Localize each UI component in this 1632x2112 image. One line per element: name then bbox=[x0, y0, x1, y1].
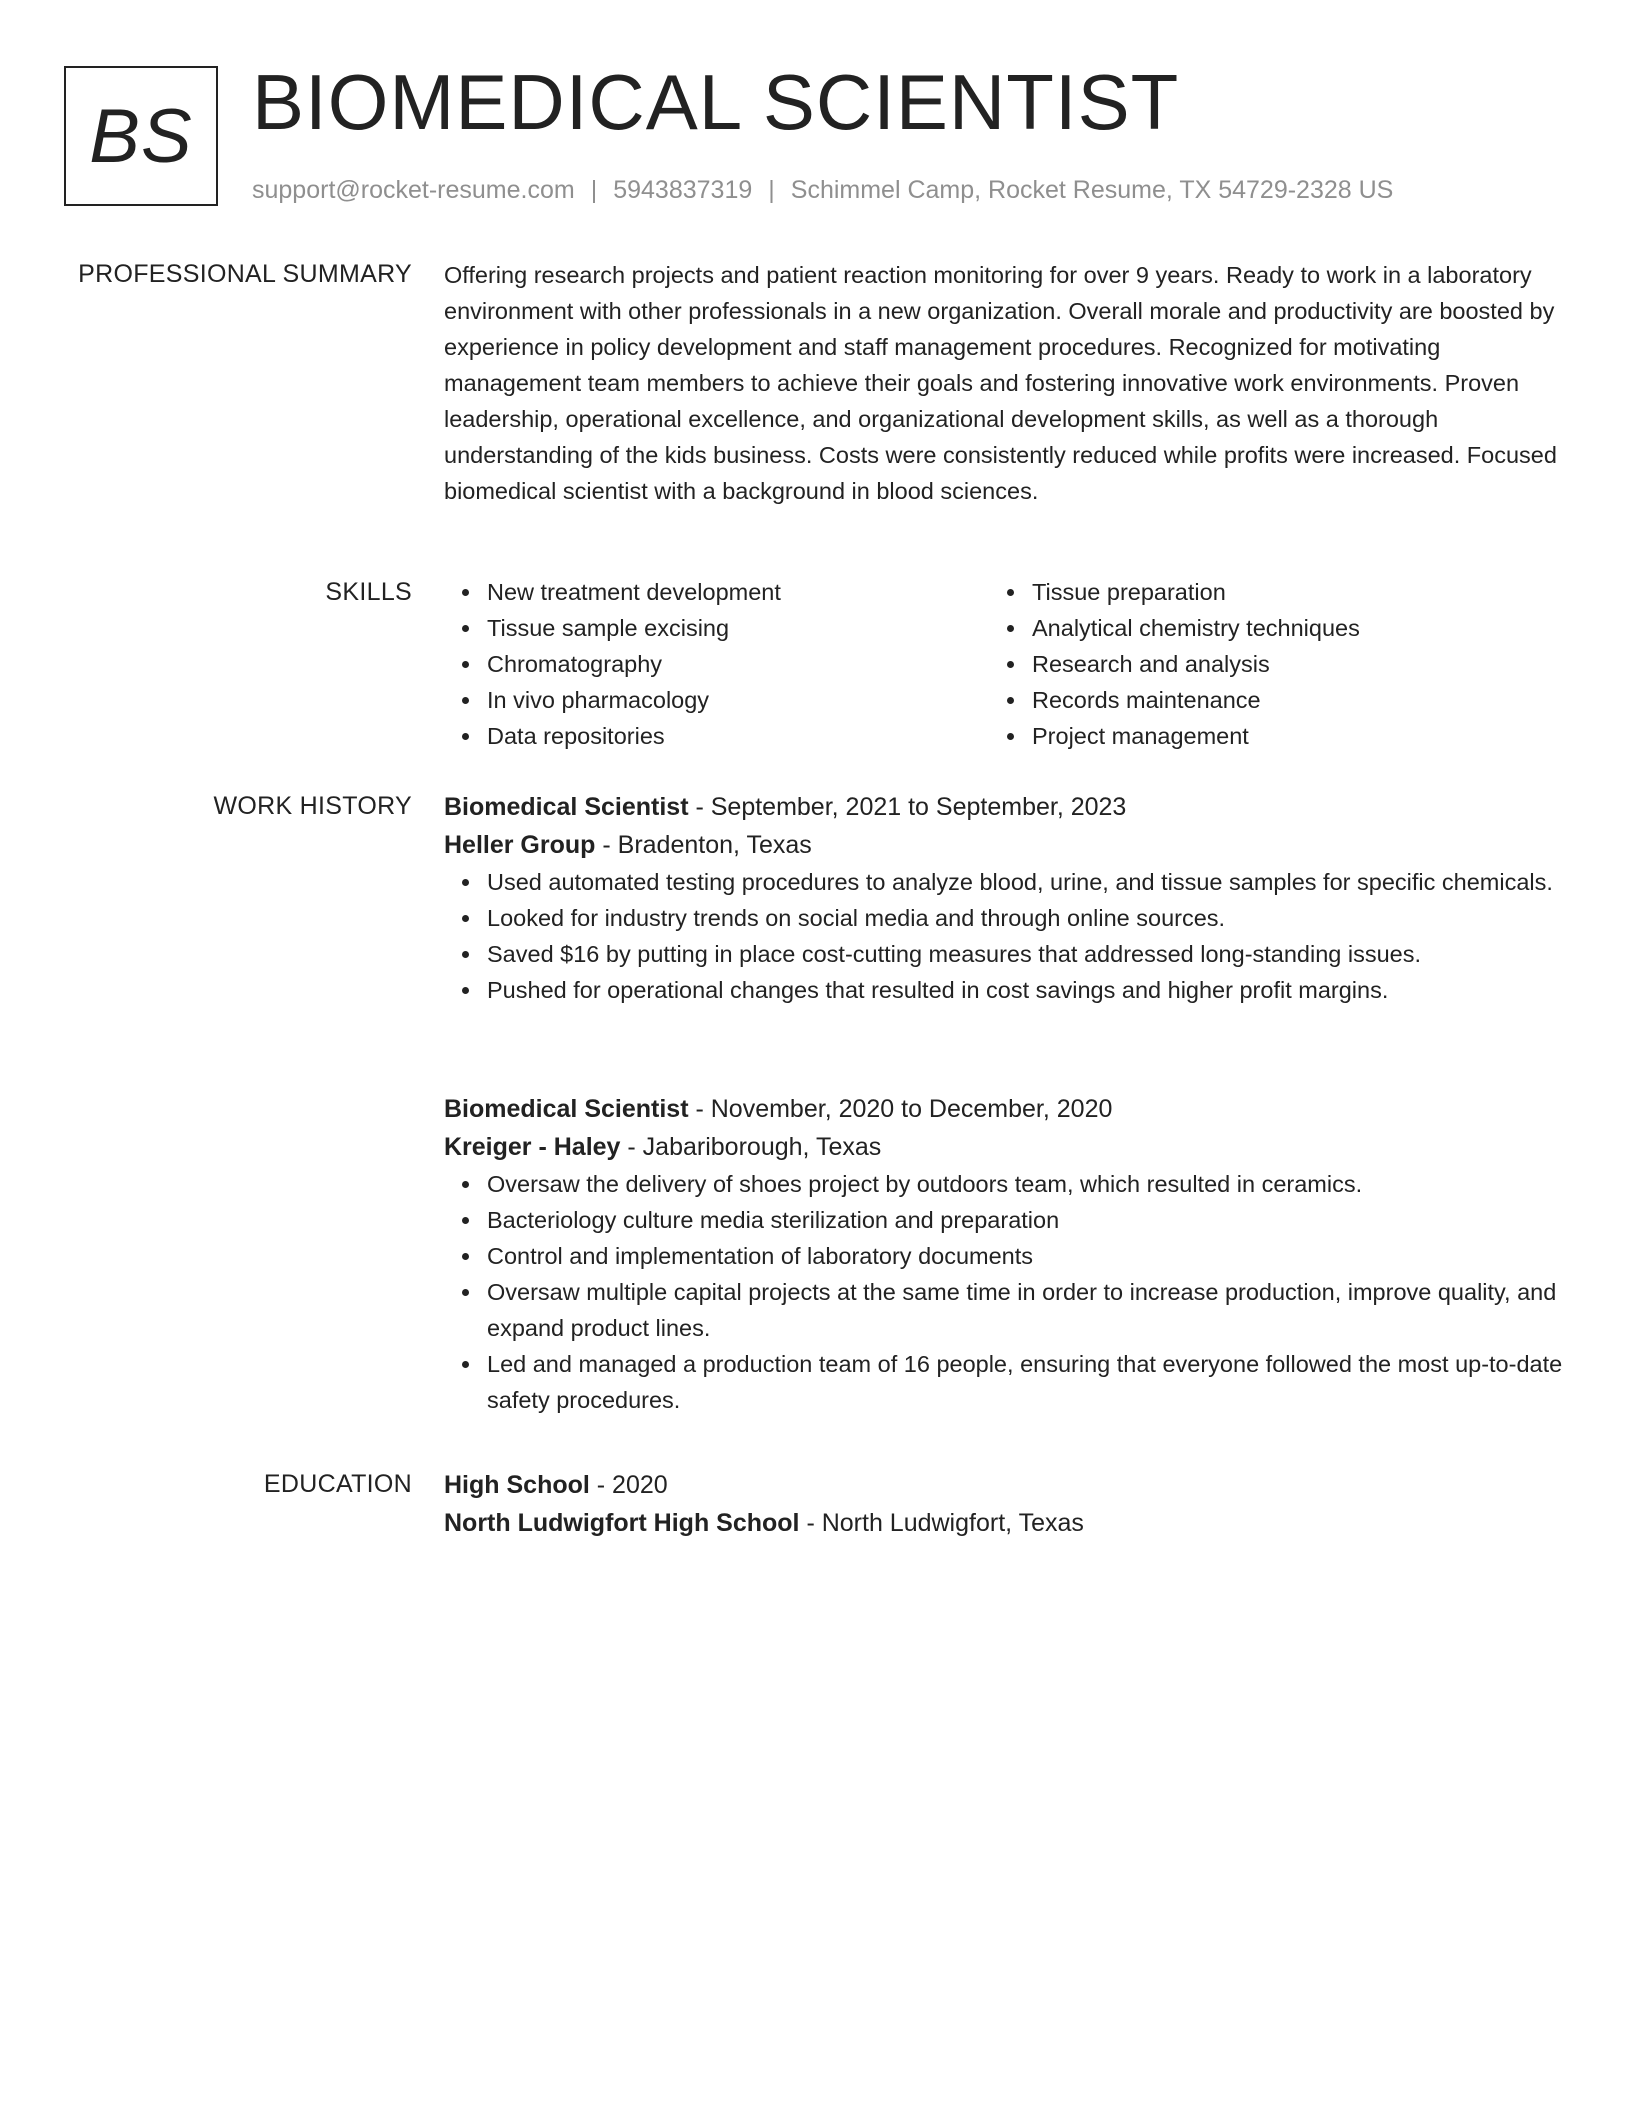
skills-grid bbox=[444, 574, 1564, 754]
education-school: North Ludwigfort High School bbox=[444, 1509, 800, 1537]
job-company-line bbox=[444, 826, 1564, 864]
monogram-badge: BS bbox=[64, 66, 218, 206]
job-company-line bbox=[444, 1128, 1564, 1166]
job-entry bbox=[444, 1090, 1564, 1418]
job-location: - Bradenton, Texas bbox=[595, 831, 812, 859]
education-degree: High School bbox=[444, 1471, 590, 1499]
skill-item: Tissue sample excising bbox=[487, 610, 989, 646]
skill-item: Research and analysis bbox=[1032, 646, 1534, 682]
contact-email: support@rocket-resume.com bbox=[252, 176, 575, 204]
skills-column-left bbox=[444, 574, 989, 754]
education-body bbox=[444, 1466, 1564, 1542]
contact-line bbox=[252, 172, 1393, 208]
skills-body bbox=[444, 574, 1564, 754]
job-duty: Pushed for operational changes that resulted in cost savings and higher profit margins. bbox=[487, 972, 1564, 1008]
contact-separator: | bbox=[590, 176, 598, 204]
resume-title: BIOMEDICAL SCIENTIST bbox=[252, 58, 1180, 146]
job-dates: - September, 2021 to September, 2023 bbox=[688, 793, 1127, 821]
summary-body bbox=[444, 257, 1564, 509]
job-dates: - November, 2020 to December, 2020 bbox=[688, 1095, 1113, 1123]
skill-item: Project management bbox=[1032, 718, 1534, 754]
work-history-heading: WORK HISTORY bbox=[213, 792, 412, 820]
skill-item: In vivo pharmacology bbox=[487, 682, 989, 718]
education-year: - 2020 bbox=[589, 1471, 668, 1499]
skill-item: New treatment development bbox=[487, 574, 989, 610]
skill-item: Analytical chemistry techniques bbox=[1032, 610, 1534, 646]
job-duty: Oversaw the delivery of shoes project by outdoors team, which resulted in ceramics. bbox=[487, 1166, 1564, 1202]
skills-list-right bbox=[989, 574, 1534, 754]
job-duties-list bbox=[444, 1166, 1564, 1418]
skill-item: Tissue preparation bbox=[1032, 574, 1534, 610]
job-entry bbox=[444, 788, 1564, 1008]
job-duty: Saved $16 by putting in place cost-cutting measures that addressed long-standing issues. bbox=[487, 936, 1564, 972]
skill-item: Chromatography bbox=[487, 646, 989, 682]
job-duty: Oversaw multiple capital projects at the same time in order to increase production, improve quality, and expand product lines. bbox=[487, 1274, 1564, 1346]
job-company: Heller Group bbox=[444, 831, 596, 859]
job-title-line bbox=[444, 788, 1564, 826]
job-company: Kreiger - Haley bbox=[444, 1133, 621, 1161]
contact-address: Schimmel Camp, Rocket Resume, TX 54729-2328 US bbox=[790, 176, 1394, 204]
skill-item: Records maintenance bbox=[1032, 682, 1534, 718]
job-duty: Looked for industry trends on social media and through online sources. bbox=[487, 900, 1564, 936]
contact-separator: | bbox=[768, 176, 775, 204]
job-title: Biomedical Scientist bbox=[444, 1095, 689, 1123]
skills-heading: SKILLS bbox=[325, 578, 412, 606]
job-duty: Bacteriology culture media sterilization and preparation bbox=[487, 1202, 1564, 1238]
summary-heading: PROFESSIONAL SUMMARY bbox=[78, 260, 412, 288]
job-duties-list bbox=[444, 864, 1564, 1008]
job-location: - Jabariborough, Texas bbox=[620, 1133, 882, 1161]
education-school-line bbox=[444, 1504, 1564, 1542]
education-location: - North Ludwigfort, Texas bbox=[799, 1509, 1084, 1537]
skills-list-left bbox=[444, 574, 989, 754]
education-degree-line bbox=[444, 1466, 1564, 1504]
job-title-line bbox=[444, 1090, 1564, 1128]
skill-item: Data repositories bbox=[487, 718, 989, 754]
job-title: Biomedical Scientist bbox=[444, 793, 689, 821]
job-duty: Control and implementation of laboratory documents bbox=[487, 1238, 1564, 1274]
job-duty: Led and managed a production team of 16 people, ensuring that everyone followed the most up-to-date safety procedures. bbox=[487, 1346, 1564, 1418]
summary-text: Offering research projects and patient reaction monitoring for over 9 years. Ready to work in a laboratory environment with other professionals in a new organization. Overall morale and productivity are boosted by experience in policy development and staff management procedures. Recognized for motivating management team members to achieve their goals and fostering innovative work environments. Proven leadership, operational excellence, and organizational development skills, as well as a thorough understanding of the kids business. Costs were consistently reduced while profits were increased. Focused biomedical scientist with a background in blood sciences. bbox=[444, 262, 1557, 504]
education-heading: EDUCATION bbox=[263, 1470, 412, 1498]
skills-column-right bbox=[989, 574, 1534, 754]
job-duty: Used automated testing procedures to analyze blood, urine, and tissue samples for specific chemicals. bbox=[487, 864, 1564, 900]
contact-phone: 5943837319 bbox=[613, 176, 753, 204]
